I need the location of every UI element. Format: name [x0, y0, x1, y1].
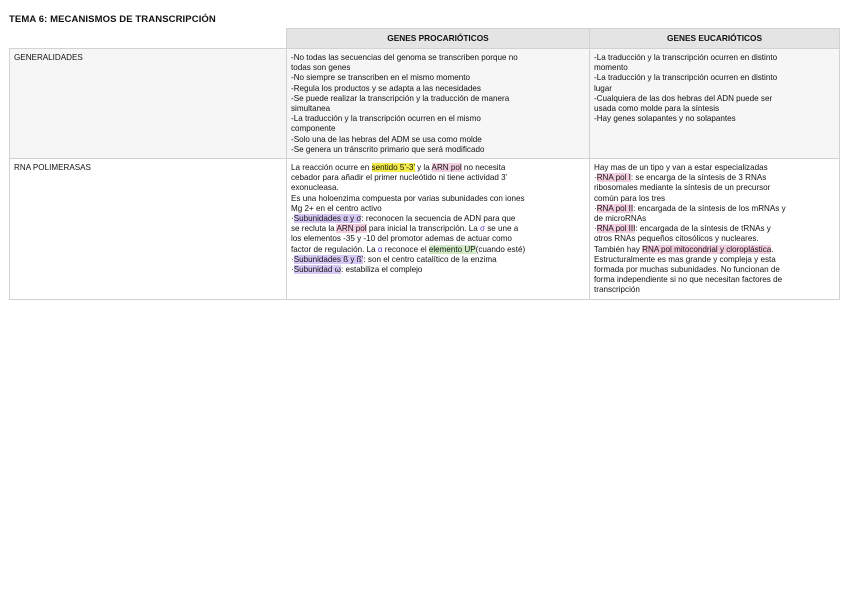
text-line: ribosomales mediante la síntesis de un precursor	[594, 183, 771, 193]
highlight-pink: RNA pol I	[596, 173, 631, 183]
text-line: transcripción	[594, 285, 640, 295]
text-line: -Hay genes solapantes y no solapantes	[594, 114, 736, 124]
row-label: RNA POLIMERASAS	[10, 159, 287, 300]
text-line: -Se genera un tránscrito primario que será modificado	[291, 144, 485, 154]
text-line: formada por muchas subunidades. No funcionan de	[594, 265, 780, 275]
cell-eucariotas	[590, 49, 840, 159]
header-eucariotas: GENES EUCARIÓTICOS	[590, 29, 840, 49]
highlight-pink: RNA pol mitocondrial y cloroplástica	[642, 244, 772, 254]
text-line: -No todas las secuencias del genoma se transcriben porque no	[291, 53, 518, 62]
text-line: ·Subunidades α y σ: reconocen la secuencia de ADN para que	[291, 214, 516, 224]
highlight-pink: ARN pol	[431, 163, 462, 173]
text-line: Estructuralmente es mas grande y compleja y esta	[594, 254, 776, 264]
text-line: común para los tres	[594, 193, 666, 203]
page-title: TEMA 6: MECANISMOS DE TRANSCRIPCIÓN	[9, 14, 216, 25]
alpha-symbol: α	[377, 244, 383, 254]
text-line: Hay mas de un tipo y van a estar especializadas	[594, 163, 768, 173]
highlight-violet: Subunidad ω	[293, 265, 341, 275]
text-line: También hay RNA pol mitocondrial y cloroplástica.	[594, 244, 774, 254]
text-line: lugar	[594, 83, 612, 93]
text-line: exonucleasa.	[291, 183, 339, 193]
text-line: simultanea	[291, 104, 331, 114]
highlight-violet: Subunidades ß y ß’	[293, 254, 364, 264]
highlight-pink: ARN pol	[336, 224, 367, 234]
text-line: -La traducción y la transcripción ocurren en el mismo	[291, 114, 481, 124]
text-line: -La traducción y la transcripción ocurren en distinto	[594, 53, 778, 62]
text-line: momento	[594, 63, 628, 73]
sigma-symbol: σ	[479, 224, 485, 234]
cell-eucariotas	[590, 159, 840, 300]
highlight-violet: Subunidades α y σ	[293, 214, 362, 224]
highlight-yellow: sentido 5’-3’	[371, 163, 415, 173]
table-row	[10, 49, 840, 159]
highlight-pink: RNA pol III	[596, 224, 636, 234]
text-line: Mg 2+ en el centro activo	[291, 203, 382, 213]
highlight-pink: RNA pol II	[596, 203, 634, 213]
text-line: -No siempre se transcriben en el mismo momento	[291, 73, 471, 83]
text-line: cebador para añadir el primer nucleótido ni tiene actividad 3’	[291, 173, 508, 183]
text-line: -La traducción y la transcripción ocurren en distinto	[594, 73, 778, 83]
text-line: los elementos -35 y -10 del promotor ademas de actuar como	[291, 234, 512, 244]
header-blank	[10, 29, 287, 49]
highlight-green: elemento UP	[428, 244, 476, 254]
text-line: ·RNA pol I: se encarga de la síntesis de 3 RNAs	[594, 173, 767, 183]
cell-procariotas	[287, 159, 590, 300]
text-line: -Se puede realizar la transcripción y la traducción de manera	[291, 93, 510, 103]
text-line: factor de regulación. La α reconoce el elemento UP(cuando esté)	[291, 244, 526, 254]
text-line: se recluta la ARN pol para inicial la transcripción. La σ se une a	[291, 224, 519, 234]
comparison-table	[9, 28, 840, 300]
text-line: forma independiente si no que necesitan factores de	[594, 275, 783, 285]
cell-procariotas	[287, 49, 590, 159]
text-line: -Cualquiera de las dos hebras del ADN puede ser	[594, 93, 773, 103]
text-line: Es una holoenzima compuesta por varias subunidades con iones	[291, 193, 525, 203]
text-line: -Regula los productos y se adapta a las necesidades	[291, 83, 481, 93]
header-row	[10, 29, 840, 49]
text-line: ·RNA pol III: encargada de la síntesis de tRNAs y	[594, 224, 771, 234]
text-line: -Solo una de las hebras del ADM se usa como molde	[291, 134, 482, 144]
text-line: ·Subunidad ω: estabiliza el complejo	[291, 265, 423, 275]
text-line: La reacción ocurre en sentido 5’-3’ y la ARN pol no necesita	[291, 163, 506, 173]
text-line: otros RNAs pequeños citosólicos y nucleares.	[594, 234, 759, 244]
text-line: de microRNAs	[594, 214, 647, 224]
text-line: ·Subunidades ß y ß’: son el centro catalítico de la enzima	[291, 254, 497, 264]
table-row	[10, 159, 840, 300]
text-line: ·RNA pol II: encargada de la síntesis de los mRNAs y	[594, 203, 786, 213]
text-line: usada como molde para la síntesis	[594, 104, 720, 114]
text-line: componente	[291, 124, 336, 134]
text-line: todas son genes	[291, 63, 351, 73]
row-label: GENERALIDADES	[10, 49, 287, 159]
header-procariotas: GENES PROCARIÓTICOS	[287, 29, 590, 49]
